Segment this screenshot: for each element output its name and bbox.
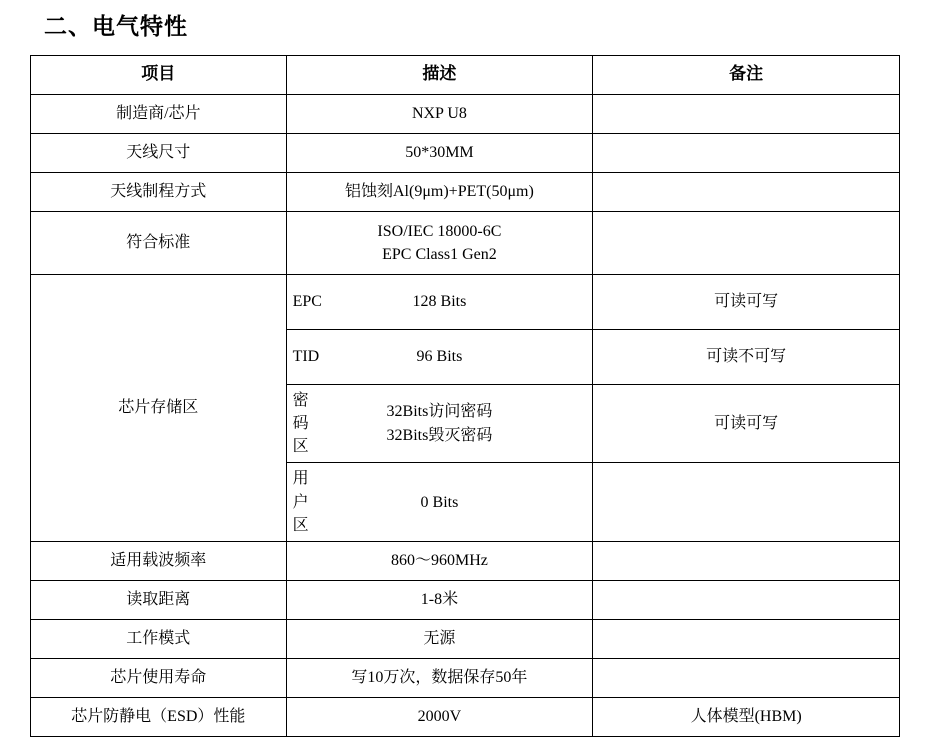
row-label-chip-lifetime: 芯片使用寿命 <box>31 658 287 697</box>
row-label-manufacturer-chip: 制造商/芯片 <box>31 94 287 133</box>
row-label-read-range: 读取距离 <box>31 580 287 619</box>
password-line-2: 32Bits毁灭密码 <box>386 426 493 444</box>
row-note-standards <box>593 211 900 274</box>
document-page <box>0 8 934 726</box>
row-label-chip-memory: 芯片存储区 <box>31 274 287 541</box>
row-value-antenna-process: 铝蚀刻Al(9μm)+PET(50μm) <box>286 172 593 211</box>
table-row <box>31 94 900 133</box>
table-row <box>31 211 900 274</box>
column-header-item: 项目 <box>31 55 287 94</box>
sub-value-password-area <box>286 384 593 463</box>
column-header-note: 备注 <box>593 55 900 94</box>
row-label-standards: 符合标准 <box>31 211 287 274</box>
row-note-esd-performance: 人体模型(HBM) <box>593 697 900 736</box>
row-label-working-mode: 工作模式 <box>31 619 287 658</box>
row-value-standards <box>286 211 593 274</box>
table-row <box>31 172 900 211</box>
table-row <box>31 133 900 172</box>
table-row: TID 96 Bits 可读不可写 <box>31 329 900 384</box>
row-value-manufacturer-chip: NXP U8 <box>286 94 593 133</box>
row-note-working-mode <box>593 619 900 658</box>
table-row <box>31 619 900 658</box>
row-label-esd-performance: 芯片防静电（ESD）性能 <box>31 697 287 736</box>
table-row: 用户区 0 Bits <box>31 463 900 542</box>
row-note-antenna-size <box>593 133 900 172</box>
sub-note-password-area: 可读可写 <box>593 384 900 463</box>
sub-value-tid: 96 Bits <box>286 329 593 384</box>
row-note-carrier-frequency <box>593 541 900 580</box>
page-title: 二、电气特性 <box>44 13 188 39</box>
password-line-1: 32Bits访问密码 <box>386 403 493 421</box>
table-row: 芯片存储区 EPC 128 Bits 可读可写 <box>31 274 900 329</box>
row-value-antenna-size: 50*30MM <box>286 133 593 172</box>
row-label-antenna-size: 天线尺寸 <box>31 133 287 172</box>
row-value-chip-lifetime: 写10万次，数据保存50年 <box>286 658 593 697</box>
column-header-description: 描述 <box>286 55 593 94</box>
sub-note-epc: 可读可写 <box>593 274 900 329</box>
table-row <box>31 697 900 736</box>
table-row: 密码区 32Bits访问密码 32Bits毁灭密码 可读可写 <box>31 384 900 463</box>
standards-line-2: EPC Class1 Gen2 <box>382 245 497 263</box>
sub-value-user-area: 0 Bits <box>286 463 593 542</box>
row-label-antenna-process: 天线制程方式 <box>31 172 287 211</box>
table-header-row <box>31 55 900 94</box>
row-label-carrier-frequency: 适用载波频率 <box>31 541 287 580</box>
row-note-chip-lifetime <box>593 658 900 697</box>
table-row <box>31 658 900 697</box>
row-value-esd-performance: 2000V <box>286 697 593 736</box>
table-row <box>31 541 900 580</box>
row-value-working-mode: 无源 <box>286 619 593 658</box>
row-note-read-range <box>593 580 900 619</box>
sub-note-user-area <box>593 463 900 542</box>
standards-line-1: ISO/IEC 18000-6C <box>377 222 502 240</box>
row-value-carrier-frequency: 860～960MHz <box>286 541 593 580</box>
electrical-characteristics-table <box>30 55 900 737</box>
row-note-antenna-process <box>593 172 900 211</box>
sub-note-tid: 可读不可写 <box>593 329 900 384</box>
row-note-manufacturer-chip <box>593 94 900 133</box>
sub-value-epc: 128 Bits <box>286 274 593 329</box>
table-row <box>31 580 900 619</box>
row-value-read-range: 1-8米 <box>286 580 593 619</box>
